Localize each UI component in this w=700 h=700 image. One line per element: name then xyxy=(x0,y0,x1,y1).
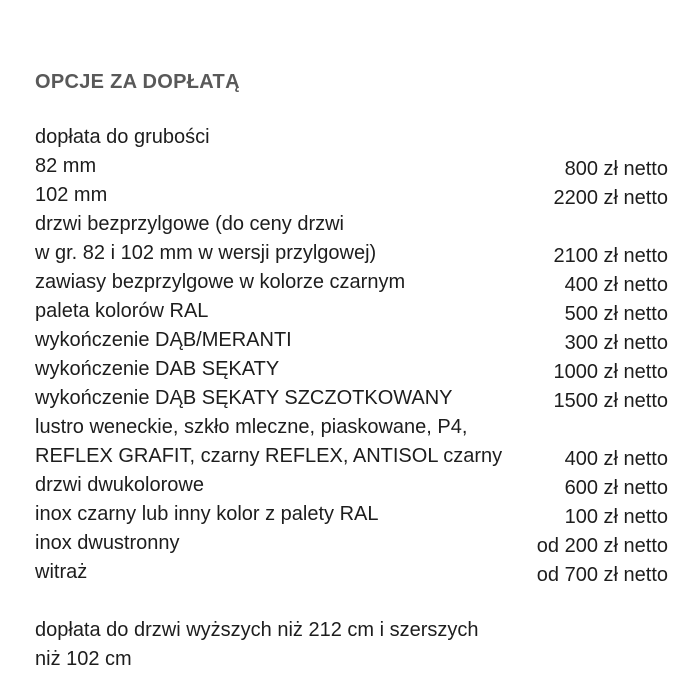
option-price: 400 zł netto xyxy=(564,448,668,470)
option-price: 400 zł netto xyxy=(564,274,668,296)
price-row xyxy=(35,471,668,500)
option-label xyxy=(35,326,292,355)
option-price: 500 zł netto xyxy=(564,303,668,325)
option-label-line: zawiasy bezprzylgowe w kolorze czarnym xyxy=(35,271,406,293)
option-price: od 700 zł netto xyxy=(536,564,668,586)
option-label xyxy=(35,471,204,500)
option-label-line: REFLEX GRAFIT, czarny REFLEX, ANTISOL czarny xyxy=(35,445,503,467)
option-label xyxy=(35,181,107,210)
option-label xyxy=(35,500,379,529)
option-label-line: inox czarny lub inny kolor z palety RAL xyxy=(35,503,379,525)
footnote-line: dopłata do drzwi wyższych niż 212 cm i szerszych xyxy=(35,619,479,641)
price-row xyxy=(35,413,668,471)
price-row xyxy=(35,500,668,529)
price-list xyxy=(35,123,668,587)
option-price: 2100 zł netto xyxy=(553,245,668,267)
option-price: 2200 zł netto xyxy=(553,187,668,209)
price-row xyxy=(35,181,668,210)
option-label-line: 82 mm xyxy=(35,155,97,177)
option-label xyxy=(35,152,96,181)
option-label-line: inox dwustronny xyxy=(35,532,180,554)
option-label xyxy=(35,384,453,413)
option-label xyxy=(35,413,502,471)
option-label xyxy=(35,529,180,558)
option-label xyxy=(35,297,208,326)
option-price: od 200 zł netto xyxy=(536,535,668,557)
footnote-line: niż 102 cm xyxy=(35,648,132,670)
option-label-line: paleta kolorów RAL xyxy=(35,300,209,322)
option-label xyxy=(35,268,405,297)
option-price: 1000 zł netto xyxy=(553,361,668,383)
price-row xyxy=(35,529,668,558)
option-label-line: wykończenie DĄB SĘKATY SZCZOTKOWANY xyxy=(35,387,453,409)
price-list-page xyxy=(35,71,668,674)
price-row xyxy=(35,326,668,355)
option-label xyxy=(35,123,210,152)
option-label xyxy=(35,210,376,268)
option-label-line: drzwi bezprzylgowe (do ceny drzwi xyxy=(35,213,345,235)
option-label-line: wykończenie DAB SĘKATY xyxy=(35,358,280,380)
option-label-line: wykończenie DĄB/MERANTI xyxy=(35,329,292,351)
option-label-line: drzwi dwukolorowe xyxy=(35,474,204,496)
option-price: 600 zł netto xyxy=(564,477,668,499)
price-row xyxy=(35,268,668,297)
option-price: 100 zł netto xyxy=(564,506,668,528)
page-title: OPCJE ZA DOPŁATĄ xyxy=(35,71,240,93)
option-price: 1500 zł netto xyxy=(553,390,668,412)
option-label-line: w gr. 82 i 102 mm w wersji przylgowej) xyxy=(35,242,377,264)
option-label xyxy=(35,355,279,384)
option-label-line: lustro weneckie, szkło mleczne, piaskowane, P4, xyxy=(35,416,468,438)
option-label-line: dopłata do grubości xyxy=(35,126,210,148)
option-price: 300 zł netto xyxy=(564,332,668,354)
option-label-line: witraż xyxy=(35,561,88,583)
option-price: 800 zł netto xyxy=(564,158,668,180)
footnote xyxy=(35,616,668,674)
price-row xyxy=(35,558,668,587)
price-row xyxy=(35,123,668,152)
price-row xyxy=(35,152,668,181)
option-label-line: 102 mm xyxy=(35,184,108,206)
price-row xyxy=(35,297,668,326)
price-row xyxy=(35,355,668,384)
price-row xyxy=(35,210,668,268)
price-row xyxy=(35,384,668,413)
option-label xyxy=(35,558,87,587)
